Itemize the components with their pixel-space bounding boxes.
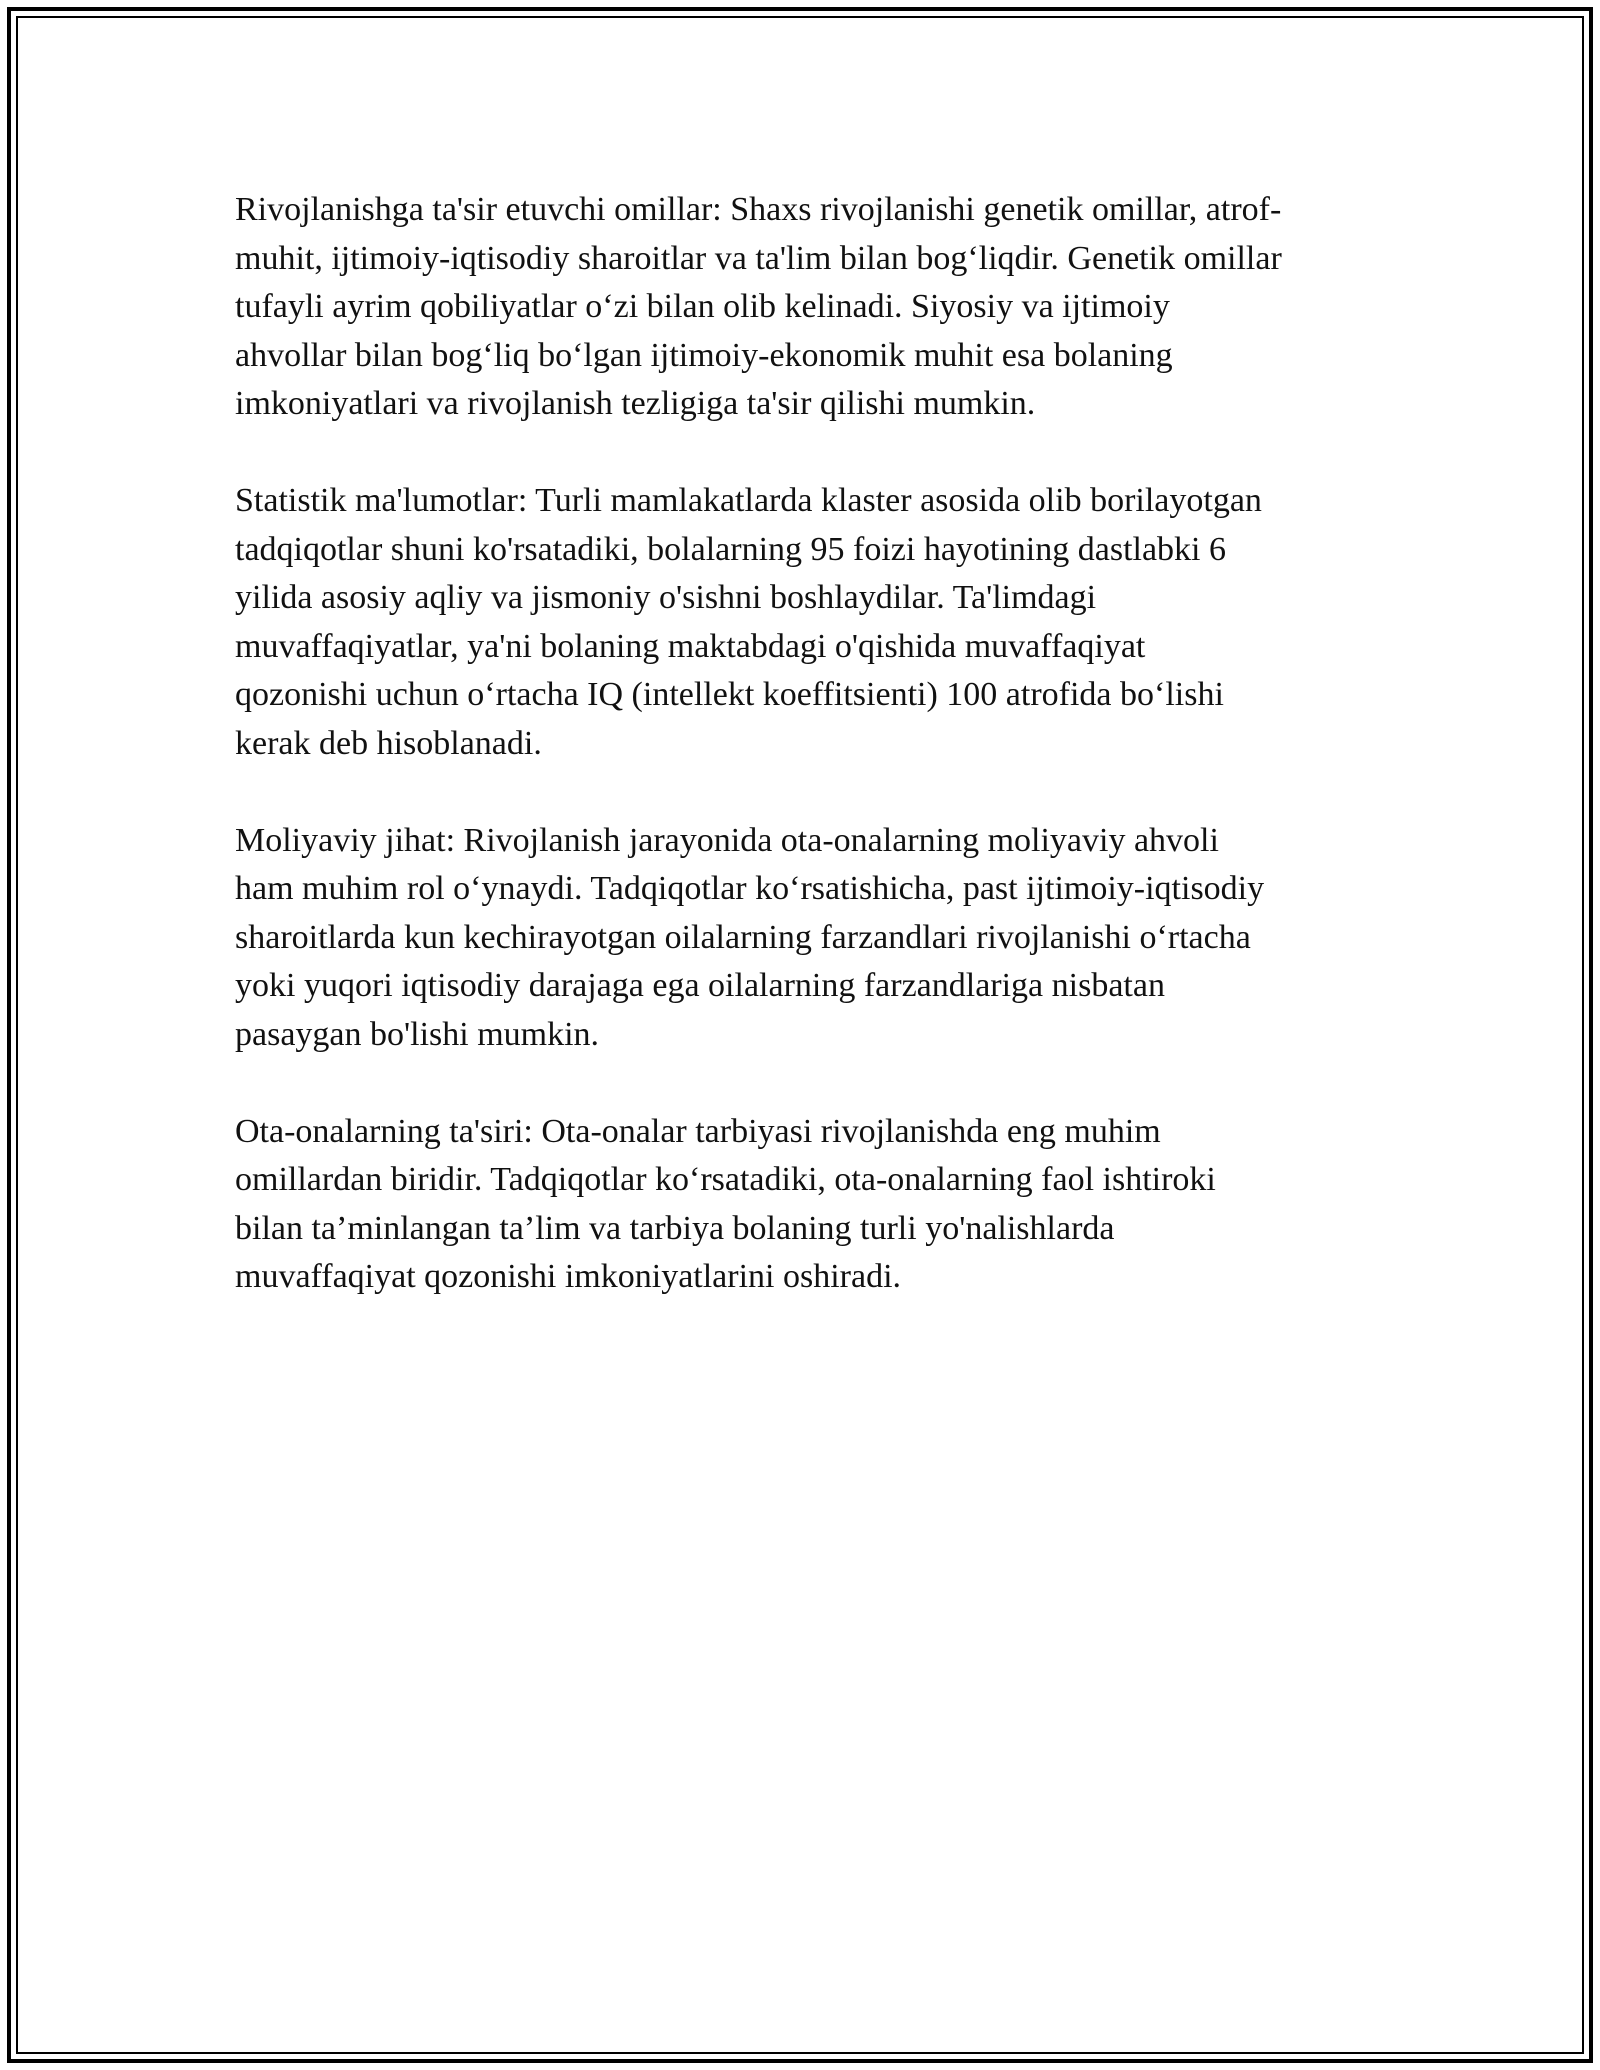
text-line: yilida asosiy aqliy va jismoniy o'sishni boshlaydilar. Ta'limdagi bbox=[235, 579, 1097, 616]
text-line: muhit, ijtimoiy-iqtisodiy sharoitlar va ta'lim bilan bog‘liqdir. Genetik omillar bbox=[235, 239, 1282, 277]
text-line: tufayli ayrim qobiliyatlar o‘zi bilan olib kelinadi. Siyosiy va ijtimoiy bbox=[235, 288, 1170, 325]
text-line: ahvollar bilan bog‘liq bo‘lgan ijtimoiy-ekonomik muhit esa bolaning bbox=[235, 336, 1173, 374]
text-line: qozonishi uchun o‘rtacha IQ (intellekt koeffitsienti) 100 atrofida bo‘lishi bbox=[235, 676, 1224, 713]
text-line: sharoitlarda kun kechirayotgan oilalarning farzandlari rivojlanishi o‘rtacha bbox=[235, 918, 1251, 956]
text-line: ham muhim rol o‘ynaydi. Tadqiqotlar ko‘rsatishicha, past ijtimoiy-iqtisodiy bbox=[235, 870, 1265, 907]
text-line: bilan ta’minlangan ta’lim va tarbiya bolaning turli yo'nalishlarda bbox=[235, 1209, 1115, 1247]
text-line: imkoniyatlari va rivojlanish tezligiga ta'sir qilishi mumkin. bbox=[235, 385, 1036, 422]
paragraph-parental-influence bbox=[235, 1108, 1375, 1302]
text-line: kerak deb hisoblanadi. bbox=[235, 724, 542, 762]
text-line: yoki yuqori iqtisodiy darajaga ega oilalarning farzandlariga nisbatan bbox=[235, 967, 1165, 1004]
text-line: omillardan biridir. Tadqiqotlar ko‘rsatadiki, ota-onalarning faol ishtiroki bbox=[235, 1161, 1216, 1198]
text-line: Rivojlanishga ta'sir etuvchi omillar: Shaxs rivojlanishi genetik omillar, atrof- bbox=[235, 191, 1282, 228]
text-line: Moliyaviy jihat: Rivojlanish jarayonida ota-onalarning moliyaviy ahvoli bbox=[235, 821, 1219, 859]
paragraph-development-factors bbox=[235, 186, 1375, 429]
text-line: muvaffaqiyat qozonishi imkoniyatlarini oshiradi. bbox=[235, 1258, 902, 1295]
paragraph-statistics bbox=[235, 477, 1375, 768]
text-line: Ota-onalarning ta'siri: Ota-onalar tarbiyasi rivojlanishda eng muhim bbox=[235, 1112, 1161, 1150]
text-line: Statistik ma'lumotlar: Turli mamlakatlarda klaster asosida olib borilayotgan bbox=[235, 482, 1262, 519]
paragraph-financial-aspect bbox=[235, 817, 1375, 1060]
document-body bbox=[235, 186, 1375, 1350]
text-line: tadqiqotlar shuni ko'rsatadiki, bolalarning 95 foizi hayotining dastlabki 6 bbox=[235, 530, 1226, 568]
text-line: pasaygan bo'lishi mumkin. bbox=[235, 1015, 600, 1053]
text-line: muvaffaqiyatlar, ya'ni bolaning maktabdagi o'qishida muvaffaqiyat bbox=[235, 627, 1146, 665]
